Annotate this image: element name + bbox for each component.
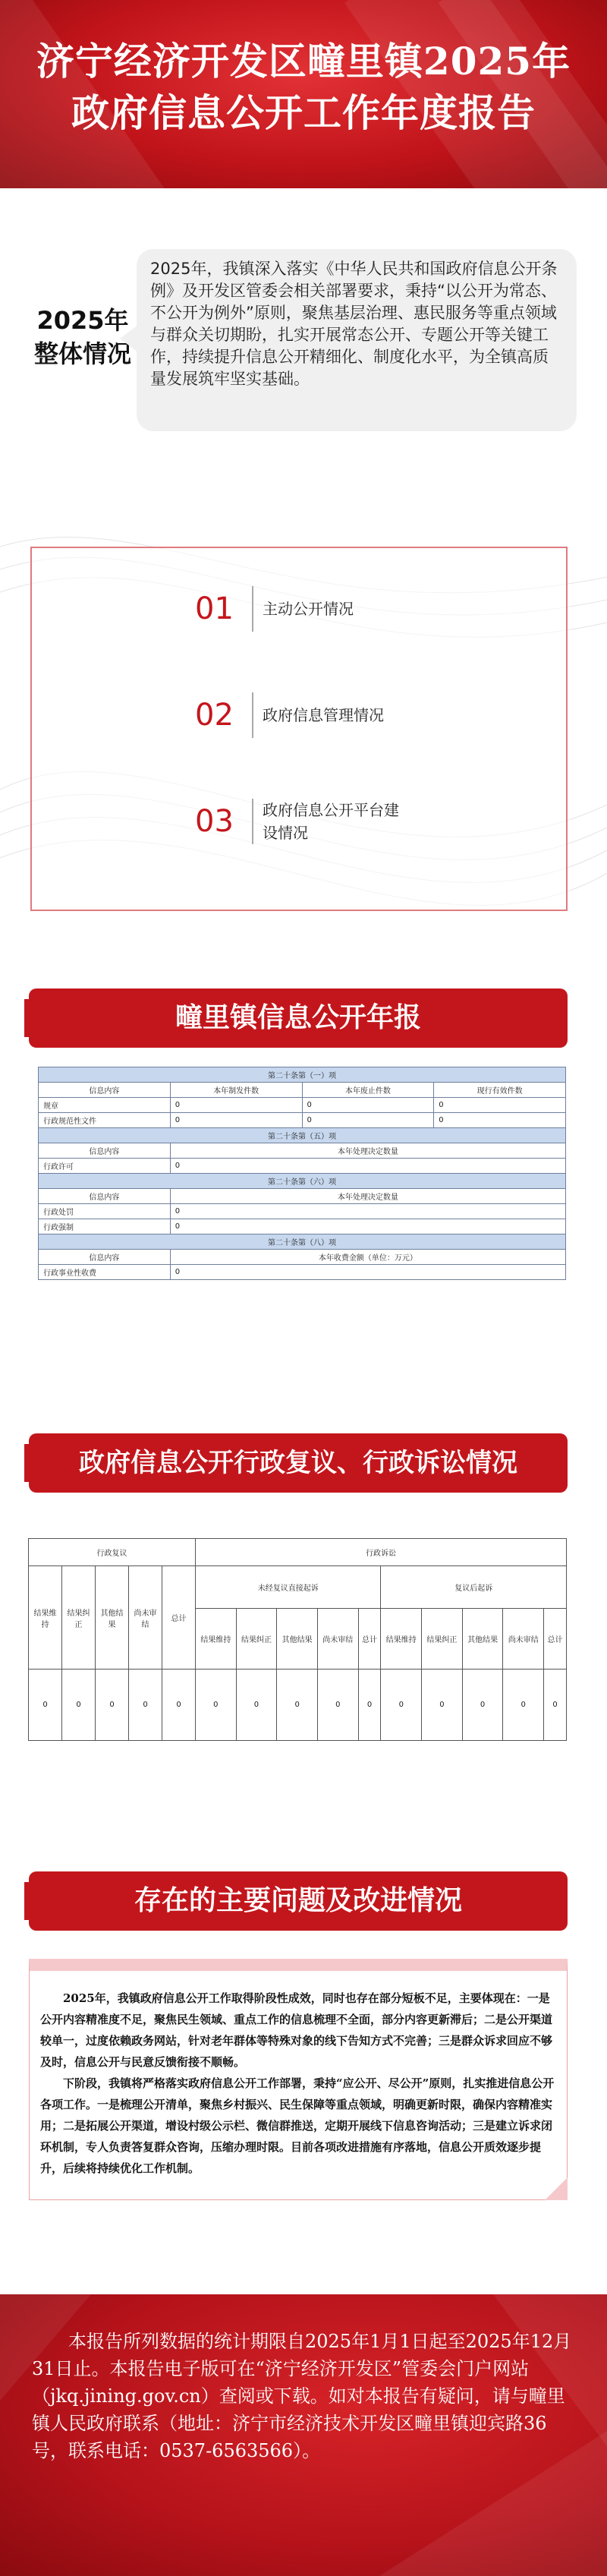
column-header: 信息内容 [39,1143,171,1159]
column-header: 现行有效件数 [434,1083,566,1098]
overview-text: 2025年，我镇深入落实《中华人民共和国政府信息公开条例》及开发区管委会相关部署要求，秉持“以公开为常态、不公开为例外”原则，聚焦基层治理、惠民服务等重点领域与群众关切期盼，扎实开展常态公开、专题公开等关键工作，持续提升信息公开精细化、制度化水平，为全镇高质量发展筑牢坚实基础。 [137,249,577,431]
toc-item[interactable] [195,582,407,635]
column-header: 其他结果 [462,1609,503,1670]
cell-value: 0 [170,1098,302,1113]
cell-value: 0 [462,1670,503,1741]
toc-number: 01 [195,591,234,626]
column-header: 尚未审结 [503,1609,544,1670]
toc-item[interactable] [195,689,407,742]
column-header: 结果维持 [29,1566,62,1670]
footer-statement: 本报告所列数据的统计期限自2025年1月1日起至2025年12月31日止。本报告电子版可在“济宁经济开发区”管委会门户网站（jkq.jining.gov.cn）查阅或下载。如对本报告有疑问，请与疃里镇人民政府联系（地址：济宁市经济技术开发区疃里镇迎宾路36号，联系电话：0537-6563566）。 [32,2331,572,2461]
cell-value: 0 [302,1098,434,1113]
page-title-line2: 政府信息公开工作年度报告 [71,90,536,135]
page-fold-corner [545,2177,568,2200]
table-row [39,1159,566,1174]
toc-divider [252,692,253,738]
cell-value: 0 [170,1113,302,1128]
column-header: 行政复议 [29,1539,196,1566]
cell-value: 0 [544,1670,567,1741]
page-title-line1: 济宁经济开发区疃里镇2025年 [36,39,571,84]
table-section-header: 第二十条第（五）项 [39,1128,566,1143]
column-header: 结果维持 [381,1609,422,1670]
column-header: 结果纠正 [422,1609,463,1670]
table-row [39,1265,566,1280]
column-header: 本年处理决定数量 [170,1143,565,1159]
row-label: 行政处罚 [39,1204,171,1219]
row-label: 行政许可 [39,1159,171,1174]
toc-divider [252,799,253,844]
cell-value: 0 [129,1670,162,1741]
header-banner [0,0,607,188]
column-header: 信息内容 [39,1250,171,1265]
toc-number: 02 [195,698,234,733]
column-header: 信息内容 [39,1189,171,1204]
column-header: 结果纠正 [62,1566,96,1670]
cell-value: 0 [317,1670,358,1741]
annual-report-table [38,1067,566,1280]
table-section-header: 第二十条第（六）项 [39,1174,566,1189]
column-header: 其他结果 [96,1566,129,1670]
column-header: 行政诉讼 [196,1539,567,1566]
overview-label-text: 整体情况 [33,339,131,368]
table-row [29,1670,567,1741]
table-section-header: 第二十条第（一）项 [39,1067,566,1083]
problems-note-card [29,1959,568,2200]
column-header: 其他结果 [277,1609,318,1670]
table-row [39,1113,566,1128]
section-banner-annual-report: 疃里镇信息公开年报 [29,988,568,1048]
table-row [39,1098,566,1113]
improvements-paragraph: 下阶段，我镇将严格落实政府信息公开工作部署，秉持“应公开、尽公开”原则，扎实推进信息公开各项工作。一是梳理公开清单，聚焦乡村振兴、民生保障等重点领域，明确更新时限，确保内容精准实用；二是拓展公开渠道，增设村级公示栏、微信群推送，定期开展线下信息咨询活动；三是建立诉求闭环机制，专人负责答复群众咨询，压缩办理时限。目前各项改进措施有序落地，信息公开质效逐步提升，后续将持续优化工作机制。 [40,2076,555,2175]
cell-value: 0 [503,1670,544,1741]
table-section-header: 第二十条第（八）项 [39,1234,566,1250]
column-header: 本年废止件数 [302,1083,434,1098]
cell-value: 0 [236,1670,277,1741]
row-label: 行政规范性文件 [39,1113,171,1128]
toc-number: 03 [195,804,234,839]
column-header: 总计 [162,1566,196,1670]
column-header: 本年制发件数 [170,1083,302,1098]
column-header: 本年处理决定数量 [170,1189,565,1204]
cell-value: 0 [62,1670,96,1741]
column-header: 结果维持 [196,1609,237,1670]
column-header: 结果纠正 [236,1609,277,1670]
column-header: 尚未审结 [129,1566,162,1670]
cell-value: 0 [162,1670,196,1741]
cell-value: 0 [29,1670,62,1741]
toc-label: 主动公开情况 [263,600,354,618]
cell-value: 0 [434,1098,566,1113]
table-of-contents [30,547,568,911]
row-label: 行政事业性收费 [39,1265,171,1280]
column-header: 复议后起诉 [381,1566,567,1609]
column-header: 信息内容 [39,1083,171,1098]
column-header: 总计 [544,1609,567,1670]
cell-value: 0 [358,1670,381,1741]
cell-value: 0 [196,1670,237,1741]
cell-value: 0 [170,1204,565,1219]
cell-value: 0 [170,1219,565,1234]
column-header: 本年收费金额（单位：万元） [170,1250,565,1265]
section-banner-review-litigation: 政府信息公开行政复议、行政诉讼情况 [29,1433,568,1493]
column-header: 未经复议直接起诉 [196,1566,381,1609]
column-header: 总计 [358,1609,381,1670]
row-label: 规章 [39,1098,171,1113]
toc-item[interactable] [195,795,407,848]
section-banner-problems: 存在的主要问题及改进情况 [29,1871,568,1931]
cell-value: 0 [422,1670,463,1741]
cell-value: 0 [434,1113,566,1128]
problems-paragraph: 2025年，我镇政府信息公开工作取得阶段性成效，同时也存在部分短板不足，主要体现在：一是公开内容精准度不足，聚焦民生领域、重点工作的信息梳理不全面，部分内容更新滞后；二是公开渠道较单一，过度依赖政务网站，针对老年群体等特殊对象的线下告知方式不完善；三是群众诉求回应不够及时，信息公开与民意反馈衔接不顺畅。 [40,1991,553,2069]
row-label: 行政强制 [39,1219,171,1234]
footer-banner [0,2294,607,2576]
cell-value: 0 [302,1113,434,1128]
toc-label: 政府信息管理情况 [263,706,384,724]
cell-value: 0 [381,1670,422,1741]
overview-label-year: 2025年 [36,306,129,335]
toc-label: 政府信息公开平台建设情况 [263,801,399,842]
cell-value: 0 [170,1265,565,1280]
cell-value: 0 [170,1159,565,1174]
table-row [39,1219,566,1234]
toc-divider [252,586,253,632]
column-header: 尚未审结 [317,1609,358,1670]
cell-value: 0 [277,1670,318,1741]
review-litigation-table [28,1538,567,1741]
cell-value: 0 [96,1670,129,1741]
table-row [39,1204,566,1219]
